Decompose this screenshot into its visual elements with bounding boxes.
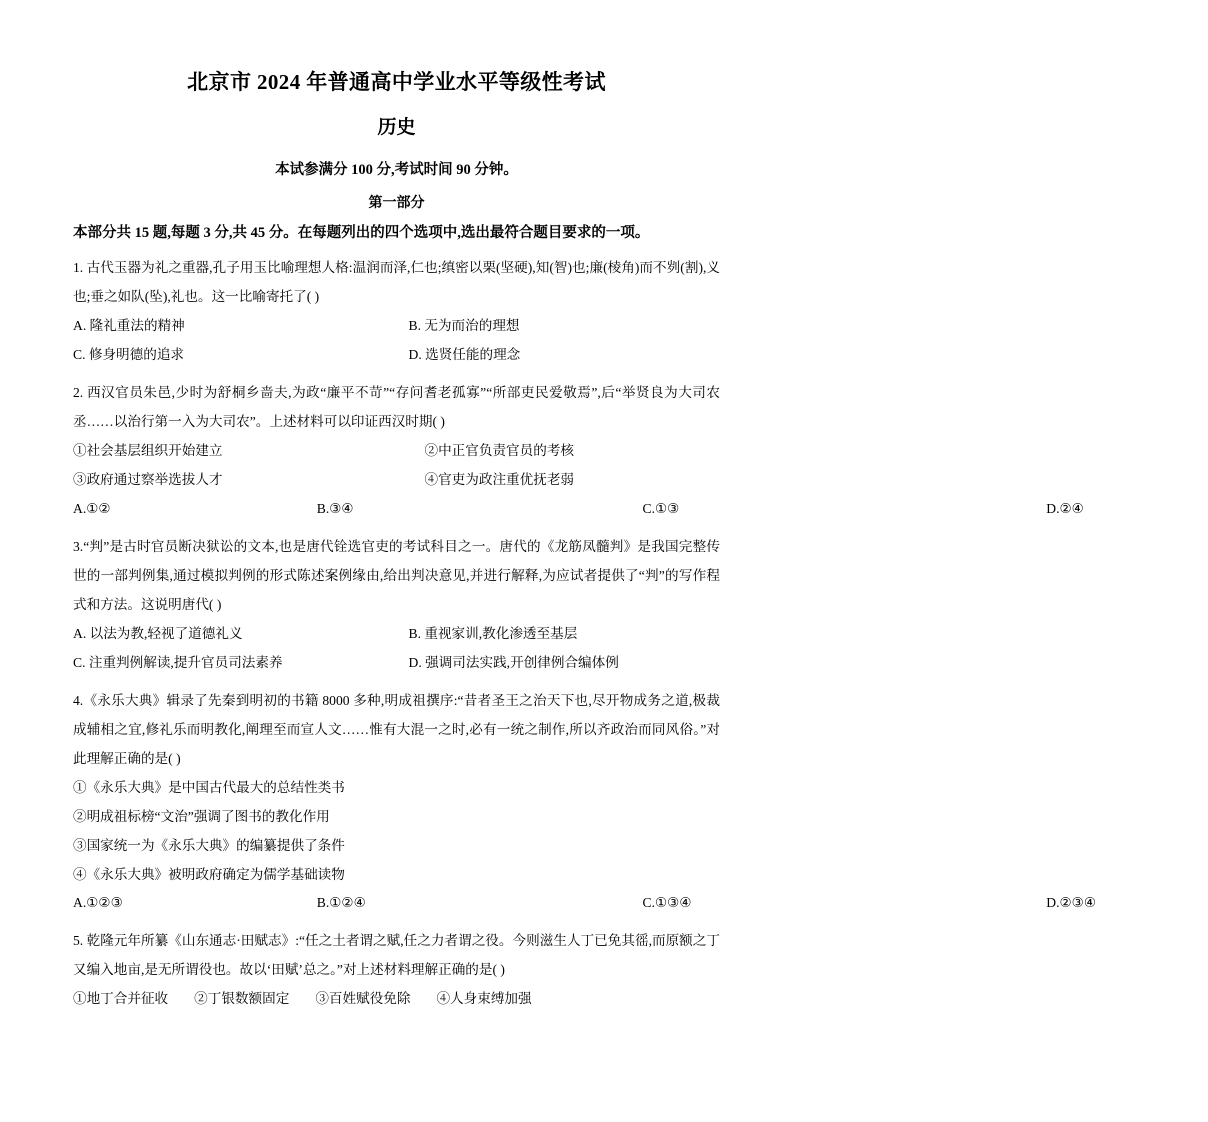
statement-2: ②丁银数额固定 bbox=[194, 991, 290, 1007]
statement-3: ③百姓赋役免除 bbox=[315, 991, 411, 1007]
statement-4: ④人身束缚加强 bbox=[436, 991, 532, 1007]
question-5 bbox=[73, 927, 720, 1014]
question-stem: 4.《永乐大典》辑录了先秦到明初的书籍 8000 多种,明成祖撰序:“昔者圣王之治天下也,尽开物成务之道,极裁成辅相之宜,修礼乐而明教化,阐理至而宣人文……惟有大混一之时,必有一统之制作,所以齐政治而同风俗。”对此理解正确的是( ) bbox=[73, 692, 720, 766]
statement-1: ①地丁合并征收 bbox=[73, 991, 169, 1007]
statement-row bbox=[73, 437, 720, 466]
exam-meta: 本试参满分 100 分,考试时间 90 分钟。 bbox=[275, 162, 518, 179]
statement-3: ③国家统一为《永乐大典》的编纂提供了条件 bbox=[73, 837, 345, 853]
question-4 bbox=[73, 687, 1097, 919]
page-title: 北京市 2024 年普通高中学业水平等级性考试 bbox=[187, 70, 606, 94]
statement-1: ①《永乐大典》是中国古代最大的总结性类书 bbox=[73, 779, 345, 795]
option-c[interactable]: C. 修身明德的追求 bbox=[73, 347, 185, 363]
option-c[interactable]: C.①③ bbox=[642, 501, 680, 517]
statement-2: ②明成祖标榜“文治”强调了图书的教化作用 bbox=[73, 808, 330, 824]
option-row bbox=[73, 312, 720, 341]
option-c[interactable]: C.①③④ bbox=[642, 895, 692, 911]
statement-1: ①社会基层组织开始建立 bbox=[73, 443, 223, 459]
option-row bbox=[73, 341, 720, 370]
option-a[interactable]: A.①② bbox=[73, 501, 111, 517]
option-a[interactable]: A.①②③ bbox=[73, 895, 123, 911]
part-instruction: 本部分共 15 题,每题 3 分,共 45 分。在每题列出的四个选项中,选出最符合题目要求的一项。 bbox=[73, 224, 650, 241]
statement-4: ④《永乐大典》被明政府确定为儒学基础读物 bbox=[73, 866, 345, 882]
question-2 bbox=[73, 379, 1084, 524]
option-row bbox=[73, 649, 720, 678]
part-heading: 第一部分 bbox=[368, 196, 425, 212]
option-d[interactable]: D. 强调司法实践,开创律例合编体例 bbox=[408, 654, 619, 670]
question-3 bbox=[73, 533, 720, 678]
option-a[interactable]: A. 隆礼重法的精神 bbox=[73, 318, 185, 334]
option-b[interactable]: B. 无为而治的理想 bbox=[408, 318, 520, 334]
option-c[interactable]: C. 注重判例解读,提升官员司法素养 bbox=[73, 654, 283, 670]
statement-2: ②中正官负责官员的考核 bbox=[424, 443, 575, 459]
question-stem: 1. 古代玉器为礼之重器,孔子用玉比喻理想人格:温润而泽,仁也;缜密以栗(坚硬),知(智)也;廉(棱角)而不刿(割),义也;垂之如队(坠),礼也。这一比喻寄托了( ) bbox=[73, 260, 720, 305]
question-stem: 2. 西汉官员朱邑,少时为舒桐乡啬夫,为政“廉平不苛”“存问耆老孤寡”“所部吏民爱敬焉”,后“举贤良为大司农丞……以治行第一入为大司农”。上述材料可以印证西汉时期( ) bbox=[73, 385, 720, 430]
option-b[interactable]: B.①②④ bbox=[316, 895, 366, 911]
option-row bbox=[73, 620, 720, 649]
option-d[interactable]: D.②③④ bbox=[1046, 895, 1097, 911]
statement-row bbox=[73, 985, 720, 1014]
option-b[interactable]: B.③④ bbox=[316, 501, 354, 517]
option-d[interactable]: D.②④ bbox=[1046, 501, 1084, 517]
answer-row bbox=[73, 495, 1084, 524]
statement-4: ④官吏为政注重优抚老弱 bbox=[424, 472, 575, 488]
option-d[interactable]: D. 选贤任能的理念 bbox=[408, 347, 521, 363]
statement-3: ③政府通过察举选拔人才 bbox=[73, 472, 223, 488]
question-1 bbox=[73, 254, 720, 370]
statement-row bbox=[73, 466, 720, 495]
subject-title: 历史 bbox=[377, 116, 416, 138]
question-stem: 3.“判”是古时官员断决狱讼的文本,也是唐代铨选官吏的考试科目之一。唐代的《龙筋凤髓判》是我国完整传世的一部判例集,通过模拟判例的形式陈述案例缘由,给出判决意见,并进行解释,为应试者提供了“判”的写作程式和方法。这说明唐代( ) bbox=[73, 539, 720, 612]
question-stem: 5. 乾隆元年所纂《山东通志·田赋志》:“任之土者谓之赋,任之力者谓之役。今则滋生人丁已免其徭,而原额之丁又编入地亩,是无所谓役也。故以‘田赋’总之。”对上述材料理解正确的是( ) bbox=[73, 933, 720, 978]
option-a[interactable]: A. 以法为教,轻视了道德礼义 bbox=[73, 625, 243, 641]
option-b[interactable]: B. 重视家训,教化渗透至基层 bbox=[408, 625, 578, 641]
answer-row bbox=[73, 889, 1097, 918]
